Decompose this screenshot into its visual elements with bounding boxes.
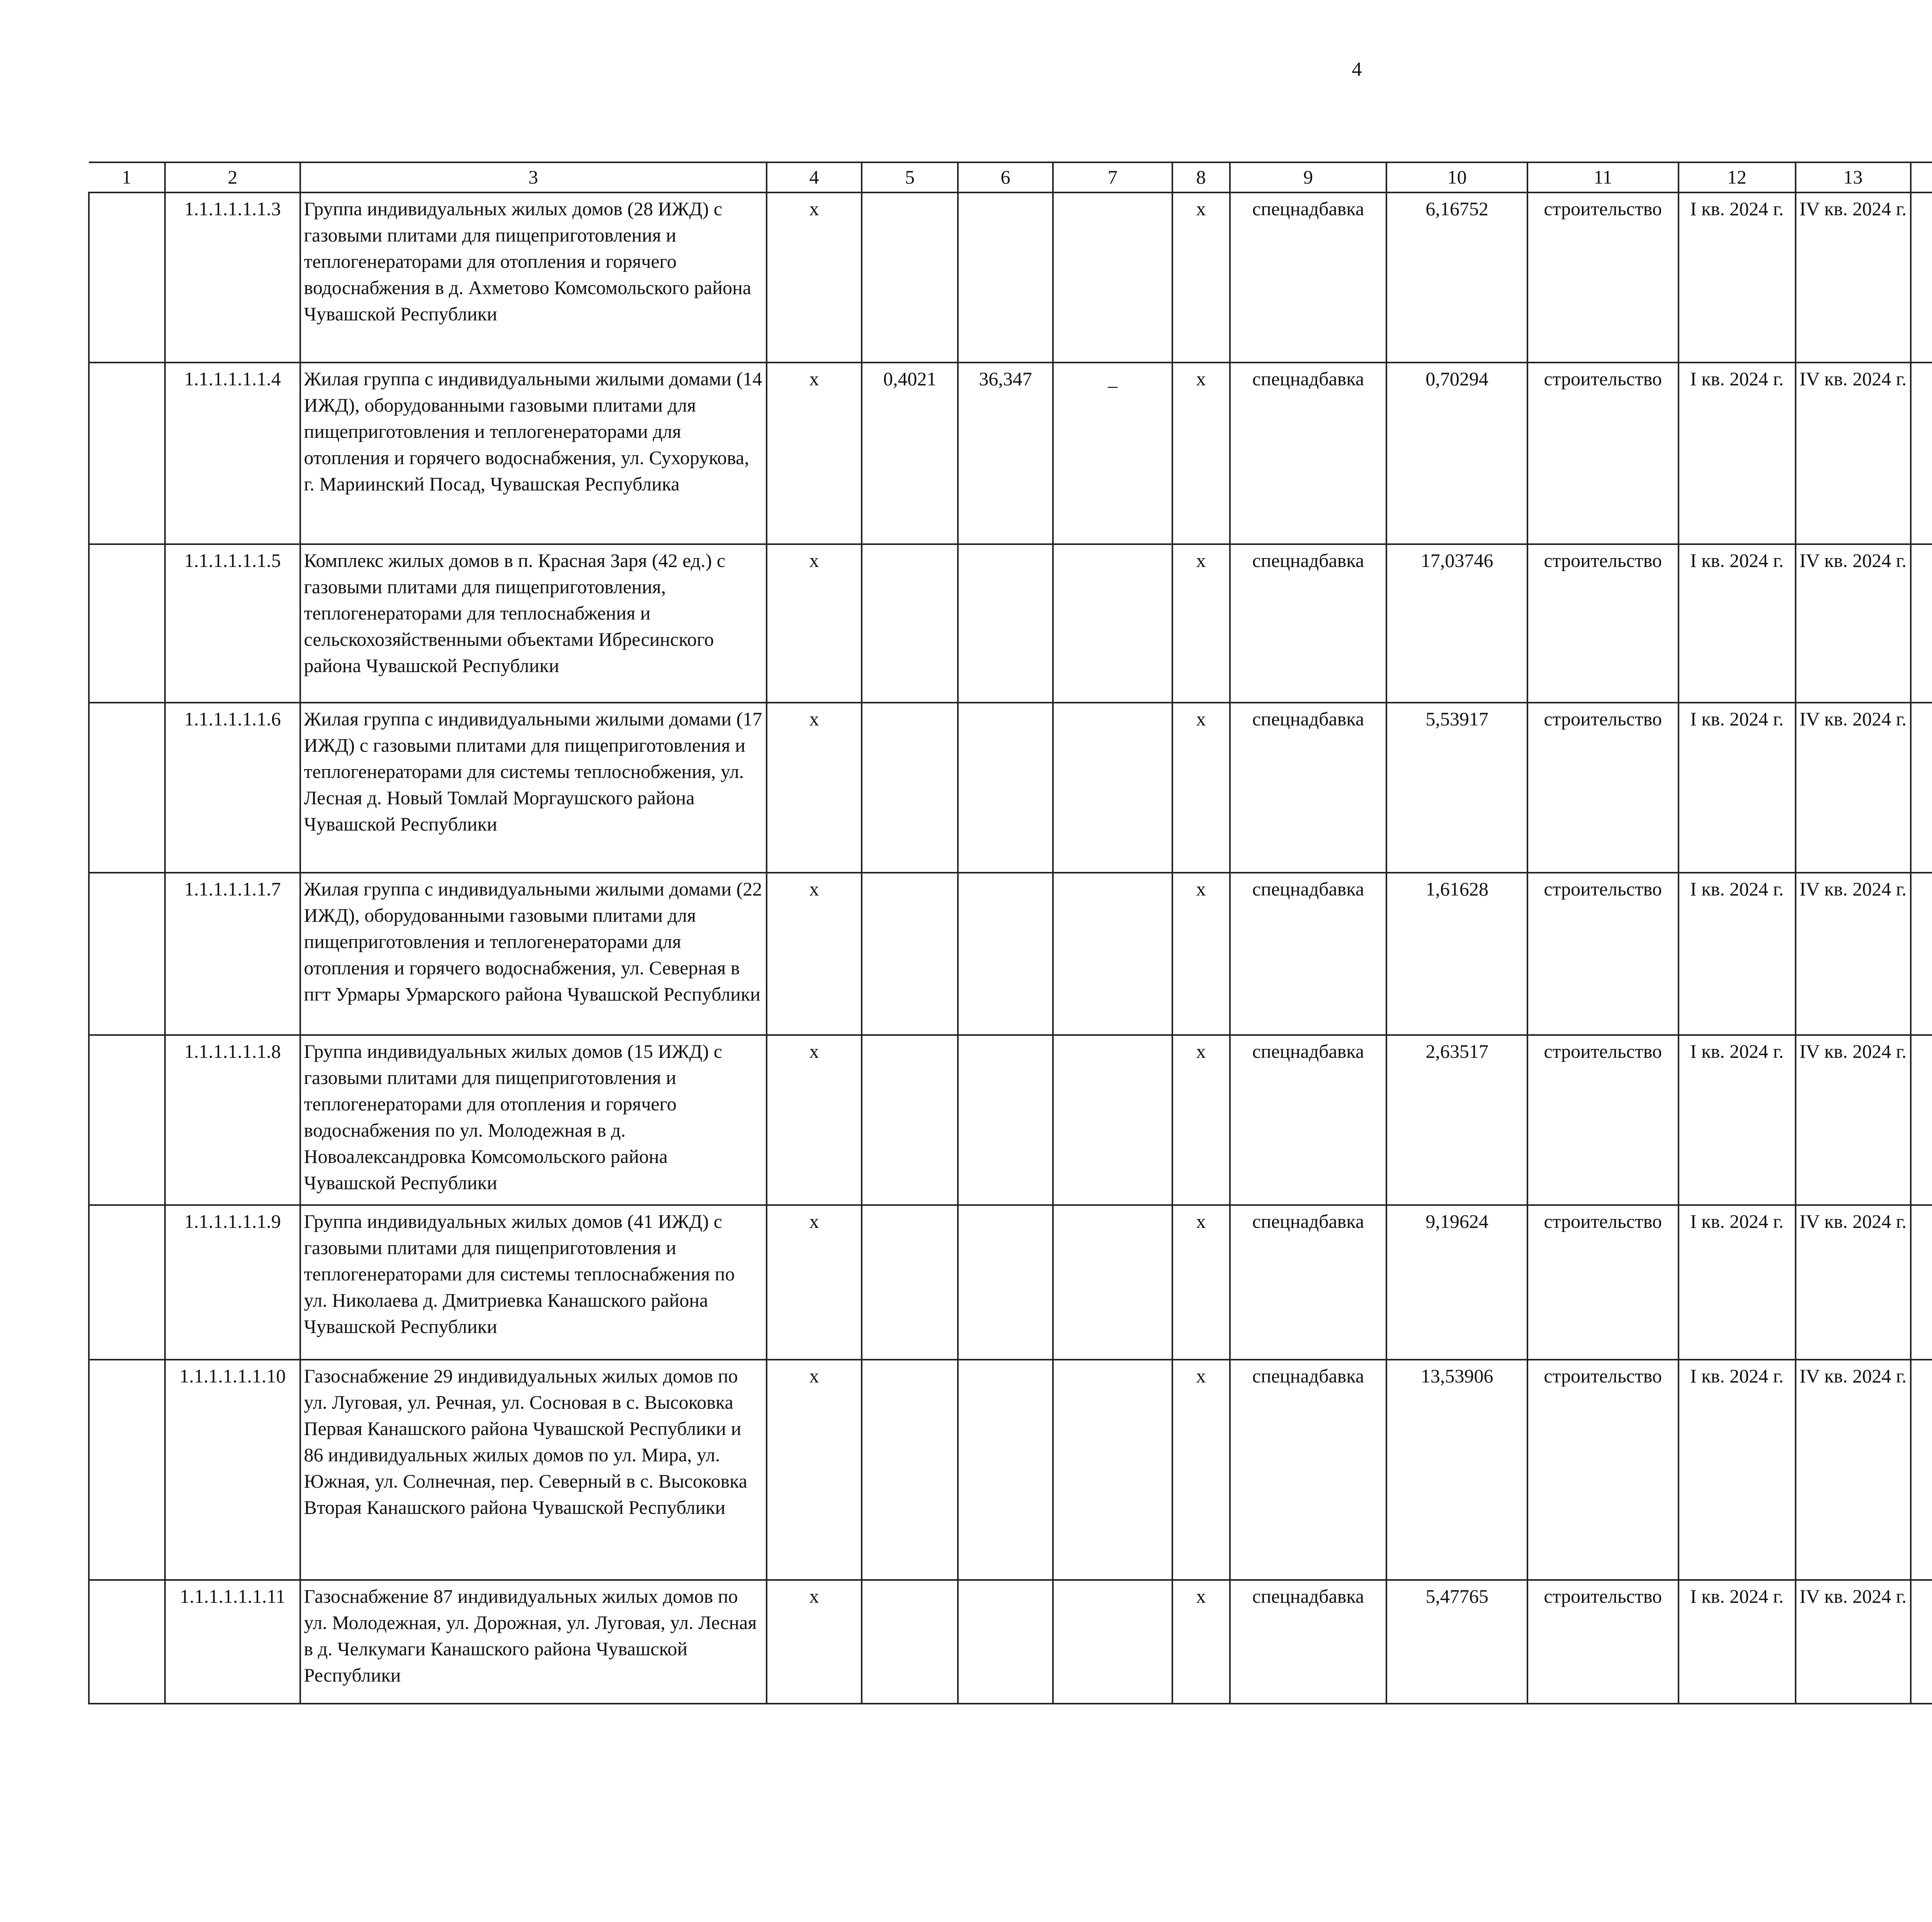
cell-col-10: 2,63517 [1386,1035,1527,1205]
cell-col-2: 1.1.1.1.1.1.7 [165,873,300,1035]
column-header-10: 10 [1386,162,1527,192]
cell-col-2: 1.1.1.1.1.1.6 [165,703,300,873]
cell-col-7 [1053,1205,1172,1360]
cell-col-5 [862,1035,958,1205]
cell-col-14 [1911,1035,1932,1205]
cell-col-8: х [1172,873,1230,1035]
cell-col-10: 5,47765 [1386,1580,1527,1704]
cell-col-10: 6,16752 [1386,192,1527,363]
cell-col-7: _ [1053,363,1172,544]
cell-col-7 [1053,873,1172,1035]
cell-col-11: строительство [1527,703,1678,873]
cell-col-6 [958,1580,1053,1704]
cell-col-6 [958,192,1053,363]
cell-col-3: Жилая группа с индивидуальными жилыми домами (17 ИЖД) с газовыми плитами для пищеприготовления и теплогенераторами для системы теплоснобжения, ул. Лесная д. Новый Томлай Моргаушского района Чувашской Республики [300,703,767,873]
column-header-3: 3 [300,162,767,192]
cell-col-11: строительство [1527,873,1678,1035]
cell-col-1 [89,363,165,544]
cell-col-14 [1911,1205,1932,1360]
cell-col-5 [862,703,958,873]
cell-col-6 [958,873,1053,1035]
table-row [89,873,1932,1035]
cell-col-13: IV кв. 2024 г. [1796,1205,1911,1360]
cell-col-13: IV кв. 2024 г. [1796,873,1911,1035]
cell-col-7 [1053,1580,1172,1704]
cell-col-10: 9,19624 [1386,1205,1527,1360]
cell-col-3: Группа индивидуальных жилых домов (28 ИЖД) с газовыми плитами для пищеприготовления и теплогенераторами для отопления и горячего водоснабжения в д. Ахметово Комсомольского района Чувашской Республики [300,192,767,363]
cell-col-6 [958,703,1053,873]
table-row [89,544,1932,703]
cell-col-8: х [1172,363,1230,544]
cell-col-4: х [767,1580,862,1704]
cell-col-2: 1.1.1.1.1.1.9 [165,1205,300,1360]
cell-col-8: х [1172,192,1230,363]
cell-col-8: х [1172,1035,1230,1205]
cell-col-9: спецнадбавка [1230,1360,1387,1580]
cell-col-7 [1053,544,1172,703]
column-header-8: 8 [1172,162,1230,192]
cell-col-11: строительство [1527,544,1678,703]
cell-col-14 [1911,363,1932,544]
cell-col-14 [1911,544,1932,703]
cell-col-5 [862,1580,958,1704]
cell-col-8: х [1172,544,1230,703]
cell-col-9: спецнадбавка [1230,703,1387,873]
cell-col-7 [1053,192,1172,363]
cell-col-11: строительство [1527,1035,1678,1205]
cell-col-1 [89,192,165,363]
column-header-5: 5 [862,162,958,192]
cell-col-5 [862,192,958,363]
cell-col-8: х [1172,1205,1230,1360]
investment-table [88,162,1932,1704]
cell-col-1 [89,1360,165,1580]
cell-col-12: I кв. 2024 г. [1679,1580,1796,1704]
cell-col-9: спецнадбавка [1230,1580,1387,1704]
cell-col-2: 1.1.1.1.1.1.11 [165,1580,300,1704]
cell-col-5 [862,544,958,703]
cell-col-10: 0,70294 [1386,363,1527,544]
cell-col-1 [89,544,165,703]
cell-col-4: х [767,192,862,363]
cell-col-3: Комплекс жилых домов в п. Красная Заря (42 ед.) с газовыми плитами для пищеприготовления, теплогенераторами для теплоснабжения и сельскохозяйственными объектами Ибресинского района Чувашской Республики [300,544,767,703]
cell-col-12: I кв. 2024 г. [1679,1035,1796,1205]
cell-col-6 [958,544,1053,703]
cell-col-4: х [767,544,862,703]
cell-col-3: Группа индивидуальных жилых домов (15 ИЖД) с газовыми плитами для пищеприготовления и теплогенераторами для отопления и горячего водоснабжения по ул. Молодежная в д. Новоалександровка Комсомольского района Чувашской Республики [300,1035,767,1205]
column-header-2: 2 [165,162,300,192]
cell-col-1 [89,1035,165,1205]
table-row [89,1205,1932,1360]
cell-col-1 [89,1205,165,1360]
cell-col-12: I кв. 2024 г. [1679,192,1796,363]
cell-col-7 [1053,1360,1172,1580]
cell-col-7 [1053,703,1172,873]
cell-col-3: Жилая группа с индивидуальными жилыми домами (22 ИЖД), оборудованными газовыми плитами для пищеприготовления и теплогенераторами для отопления и горячего водоснабжения, ул. Северная в пгт Урмары Урмарского района Чувашской Республики [300,873,767,1035]
cell-col-4: х [767,1205,862,1360]
cell-col-10: 13,53906 [1386,1360,1527,1580]
cell-col-13: IV кв. 2024 г. [1796,363,1911,544]
cell-col-1 [89,1580,165,1704]
cell-col-2: 1.1.1.1.1.1.3 [165,192,300,363]
cell-col-8: х [1172,703,1230,873]
column-header-13: 13 [1796,162,1911,192]
column-header-7: 7 [1053,162,1172,192]
cell-col-9: спецнадбавка [1230,192,1387,363]
table-row [89,703,1932,873]
cell-col-6 [958,1205,1053,1360]
cell-col-12: I кв. 2024 г. [1679,1205,1796,1360]
cell-col-7 [1053,1035,1172,1205]
column-header-4: 4 [767,162,862,192]
cell-col-14 [1911,1580,1932,1704]
table-row [89,363,1932,544]
table-row [89,1035,1932,1205]
header-row [89,162,1932,192]
column-header-9: 9 [1230,162,1387,192]
cell-col-14 [1911,703,1932,873]
cell-col-9: спецнадбавка [1230,1035,1387,1205]
cell-col-5 [862,873,958,1035]
cell-col-11: строительство [1527,192,1678,363]
cell-col-10: 1,61628 [1386,873,1527,1035]
cell-col-11: строительство [1527,1580,1678,1704]
page-number: 4 [1352,58,1362,80]
column-header-6: 6 [958,162,1053,192]
cell-col-3: Газоснабжение 29 индивидуальных жилых домов по ул. Луговая, ул. Речная, ул. Сосновая в с. Высоковка Первая Канашского района Чувашской Республики и 86 индивидуальных жилых домов по ул. Мира, ул. Южная, ул. Солнечная, пер. Северный в с. Высоковка Вторая Канашского района Чувашской Республики [300,1360,767,1580]
cell-col-12: I кв. 2024 г. [1679,873,1796,1035]
table-row [89,192,1932,363]
cell-col-10: 5,53917 [1386,703,1527,873]
cell-col-9: спецнадбавка [1230,363,1387,544]
cell-col-9: спецнадбавка [1230,544,1387,703]
cell-col-12: I кв. 2024 г. [1679,1360,1796,1580]
table-row [89,1360,1932,1580]
column-header-12: 12 [1679,162,1796,192]
cell-col-4: х [767,1035,862,1205]
cell-col-11: строительство [1527,1360,1678,1580]
cell-col-8: х [1172,1360,1230,1580]
cell-col-2: 1.1.1.1.1.1.8 [165,1035,300,1205]
cell-col-13: IV кв. 2024 г. [1796,1360,1911,1580]
cell-col-2: 1.1.1.1.1.1.10 [165,1360,300,1580]
cell-col-14 [1911,873,1932,1035]
cell-col-1 [89,703,165,873]
cell-col-14 [1911,192,1932,363]
cell-col-11: строительство [1527,1205,1678,1360]
cell-col-9: спецнадбавка [1230,1205,1387,1360]
cell-col-3: Жилая группа с индивидуальными жилыми домами (14 ИЖД), оборудованными газовыми плитами для пищеприготовления и теплогенераторами для отопления и горячего водоснабжения, ул. Сухорукова, г. Мариинский Посад, Чувашская Республика [300,363,767,544]
cell-col-6: 36,347 [958,363,1053,544]
cell-col-4: х [767,873,862,1035]
cell-col-13: IV кв. 2024 г. [1796,544,1911,703]
cell-col-5 [862,1205,958,1360]
cell-col-5: 0,4021 [862,363,958,544]
cell-col-12: I кв. 2024 г. [1679,363,1796,544]
cell-col-2: 1.1.1.1.1.1.4 [165,363,300,544]
cell-col-3: Газоснабжение 87 индивидуальных жилых домов по ул. Молодежная, ул. Дорожная, ул. Луговая, ул. Лесная в д. Челкумаги Канашского района Чувашской Республики [300,1580,767,1704]
cell-col-8: х [1172,1580,1230,1704]
column-header-14 [1911,162,1932,192]
cell-col-1 [89,873,165,1035]
cell-col-13: IV кв. 2024 г. [1796,1580,1911,1704]
cell-col-9: спецнадбавка [1230,873,1387,1035]
cell-col-5 [862,1360,958,1580]
cell-col-4: х [767,703,862,873]
cell-col-4: х [767,363,862,544]
cell-col-12: I кв. 2024 г. [1679,703,1796,873]
cell-col-6 [958,1360,1053,1580]
cell-col-10: 17,03746 [1386,544,1527,703]
column-header-11: 11 [1527,162,1678,192]
cell-col-4: х [767,1360,862,1580]
cell-col-11: строительство [1527,363,1678,544]
cell-col-14 [1911,1360,1932,1580]
table-row [89,1580,1932,1704]
cell-col-13: IV кв. 2024 г. [1796,1035,1911,1205]
column-header-1: 1 [89,162,165,192]
cell-col-6 [958,1035,1053,1205]
cell-col-3: Группа индивидуальных жилых домов (41 ИЖД) с газовыми плитами для пищеприготовления и теплогенераторами для системы теплоснабжения по ул. Николаева д. Дмитриевка Канашского района Чувашской Республики [300,1205,767,1360]
cell-col-13: IV кв. 2024 г. [1796,703,1911,873]
cell-col-2: 1.1.1.1.1.1.5 [165,544,300,703]
cell-col-12: I кв. 2024 г. [1679,544,1796,703]
cell-col-13: IV кв. 2024 г. [1796,192,1911,363]
